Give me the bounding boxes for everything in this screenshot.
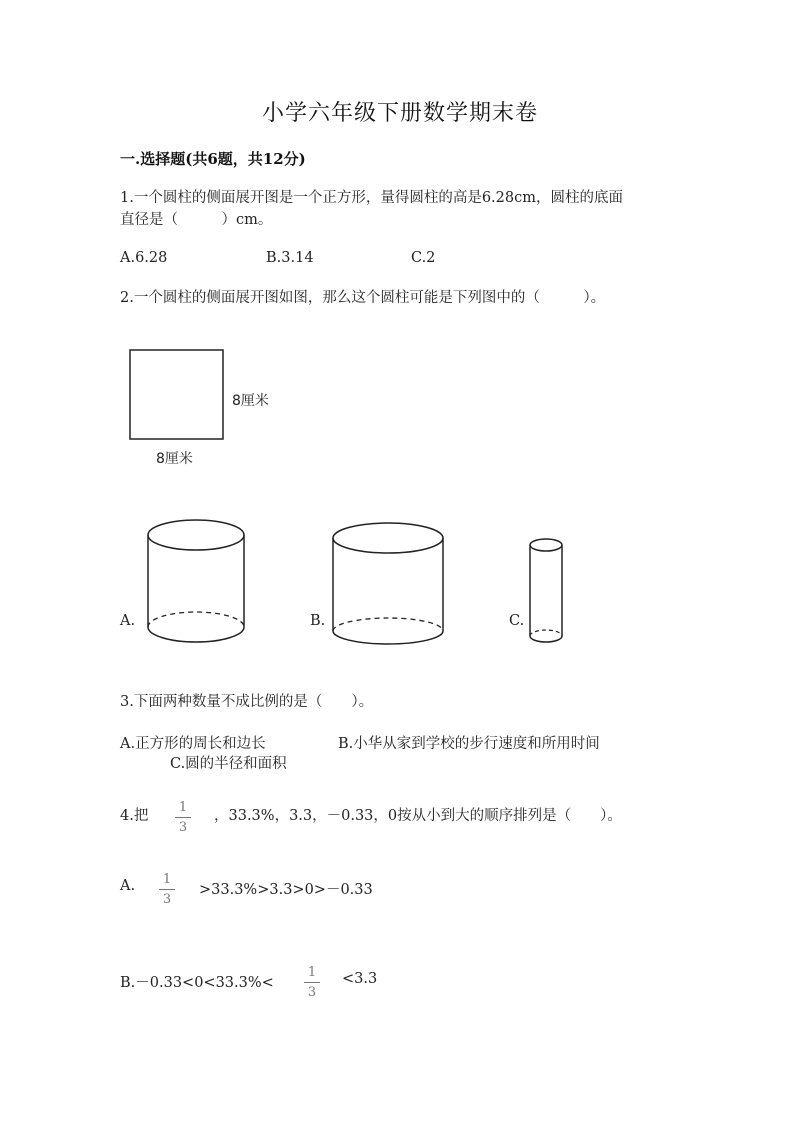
question-2-text: 2.一个圆柱的侧面展开图如图，那么这个圆柱可能是下列图中的（ ）。 <box>120 290 606 306</box>
question-4-option-b-text[interactable]: B.－0.33<0<33.3%< <box>120 975 274 991</box>
question-3-option-a[interactable]: A.正方形的周长和边长 <box>120 736 266 752</box>
question-3-option-c[interactable]: C.圆的半径和面积 <box>170 756 287 772</box>
question-4-option-a-fraction <box>159 873 175 906</box>
question-2-option-a[interactable]: A. <box>120 613 136 629</box>
fraction-bar <box>304 982 320 983</box>
fraction-numerator: 1 <box>307 965 317 980</box>
cylinder-c-figure <box>530 539 562 642</box>
fraction-numerator: 1 <box>162 872 172 887</box>
question-2-option-c[interactable]: C. <box>509 613 525 629</box>
question-1-line-2: 直径是（ ）cm。 <box>120 212 273 228</box>
net-square <box>130 350 223 439</box>
question-1-line-1: 1.一个圆柱的侧面展开图是一个正方形，量得圆柱的高是6.28cm，圆柱的底面 <box>120 190 623 206</box>
question-1-option-b[interactable]: B.3.14 <box>266 250 314 266</box>
fraction-numerator: 1 <box>178 800 188 815</box>
fraction-denominator: 3 <box>162 892 172 907</box>
cylinder-a-figure <box>148 520 244 642</box>
question-1-option-a[interactable]: A.6.28 <box>120 250 168 266</box>
fraction-bar <box>175 817 191 818</box>
fraction-bar <box>159 889 175 890</box>
fraction-denominator: 3 <box>307 985 317 1000</box>
question-4-option-a-label[interactable]: A. <box>120 878 136 894</box>
question-3-text: 3.下面两种数量不成比例的是（ ）。 <box>120 694 374 710</box>
cylinder-b-figure <box>333 523 443 644</box>
net-side-label: 8厘米 <box>232 393 269 409</box>
question-4-suffix: ，33.3%，3.3，－0.33，0按从小到大的顺序排列是（ ）。 <box>214 808 622 824</box>
question-1-option-c[interactable]: C.2 <box>411 250 436 266</box>
question-2-option-b[interactable]: B. <box>310 613 326 629</box>
fraction-denominator: 3 <box>178 820 188 835</box>
question-4-option-b-rest: <3.3 <box>342 971 378 987</box>
question-4-prefix: 4.把 <box>120 808 149 824</box>
question-4-option-a-text: >33.3%>3.3>0>－0.33 <box>199 882 373 898</box>
net-bottom-label: 8厘米 <box>156 451 193 467</box>
question-4-fraction <box>175 801 191 834</box>
question-4-option-b-fraction <box>304 966 320 999</box>
page-title: 小学六年级下册数学期末卷 <box>261 101 538 126</box>
question-3-option-b[interactable]: B.小华从家到学校的步行速度和所用时间 <box>338 736 600 752</box>
section-heading: 一.选择题(共6题，共12分) <box>120 150 306 168</box>
